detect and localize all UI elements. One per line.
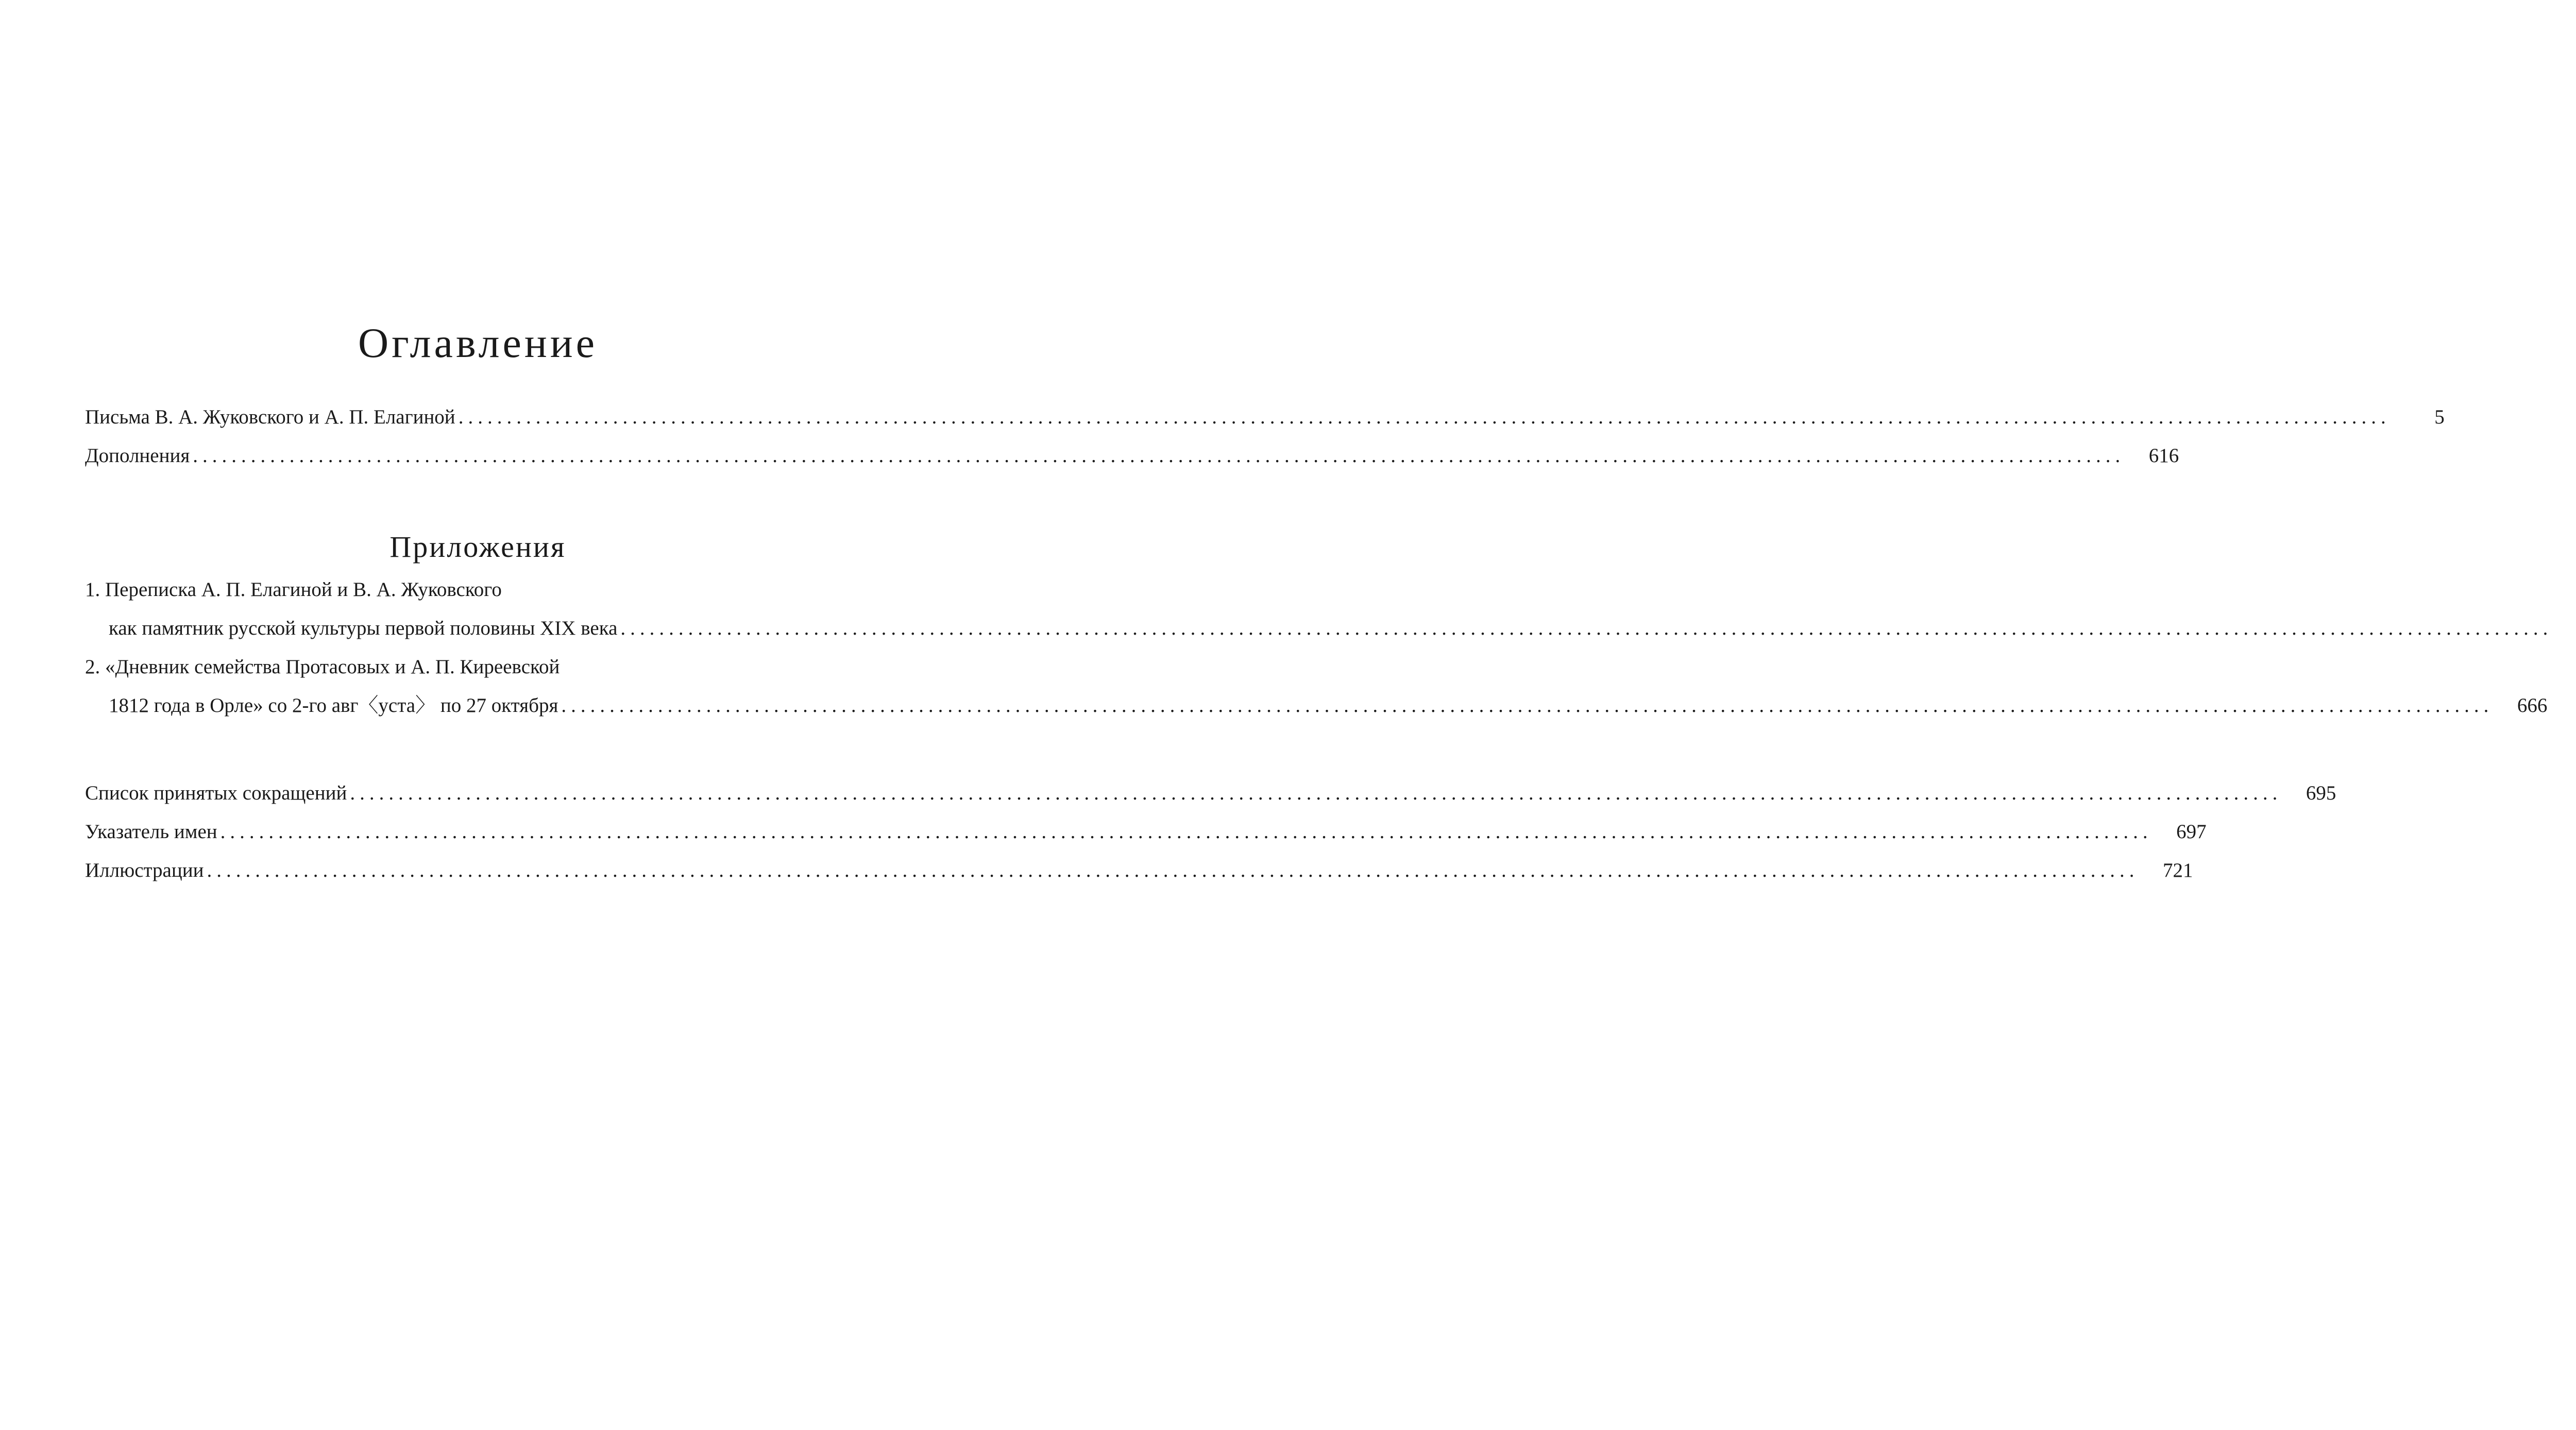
toc-entry-label: Письма В. А. Жуковского и А. П. Елагиной	[85, 398, 455, 436]
leader-dots: ........................................................................................................................................................................................................	[207, 859, 2139, 881]
toc-entry-page: 721	[2162, 859, 2193, 881]
appendix-entry-page: 666	[2517, 694, 2548, 717]
appendix-entry[interactable]	[85, 609, 2553, 648]
toc-entry-page: 695	[2306, 782, 2336, 804]
leader-dots: ........................................................................................................................................................................................................	[220, 821, 2153, 843]
toc-entry-label: Дополнения	[85, 436, 190, 475]
toc-main-section	[85, 398, 2445, 475]
appendix-entry-second-line: 1812 года в Орле» со 2-го авг〈уста〉 по 27 октября	[85, 686, 558, 725]
appendix-entry-page	[2557, 609, 2576, 648]
appendix-entry-first-line[interactable]: 2. «Дневник семейства Протасовых и А. П. Киреевской	[85, 656, 560, 678]
toc-entry[interactable]	[85, 774, 2336, 812]
toc-entry[interactable]	[85, 436, 2179, 475]
page-title: Оглавление	[358, 319, 598, 366]
toc-entry-label: Список принятых сокращений	[85, 774, 347, 812]
appendix-entry-first-line[interactable]: 1. Переписка А. П. Елагиной и В. А. Жуковского	[85, 578, 502, 601]
toc-entry-page: 616	[2148, 445, 2179, 467]
toc-entry-page: 5	[2434, 406, 2445, 428]
appendix-entry[interactable]	[85, 686, 2548, 725]
toc-entry[interactable]	[85, 398, 2445, 436]
appendix-entry-second-line: как памятник русской культуры первой половины XIX века	[85, 609, 617, 648]
toc-entry-label: Указатель имен	[85, 812, 217, 851]
leader-dots: ........................................................................................................................................................................................................	[350, 782, 2282, 804]
leader-dots: ........................................................................................................................................................................................................	[458, 406, 2391, 428]
toc-appendix-section	[85, 570, 2553, 725]
toc-entry[interactable]	[85, 812, 2207, 851]
toc-entry[interactable]	[85, 851, 2193, 890]
leader-dots: ........................................................................................................................................................................................................	[620, 617, 2553, 639]
leader-dots: ........................................................................................................................................................................................................	[193, 445, 2125, 467]
appendix-title: Приложения	[389, 530, 566, 564]
leader-dots: ........................................................................................................................................................................................................	[561, 694, 2494, 717]
toc-back-matter-section	[85, 774, 2336, 890]
toc-entry-page: 697	[2176, 821, 2207, 843]
toc-entry-label: Иллюстрации	[85, 851, 204, 890]
